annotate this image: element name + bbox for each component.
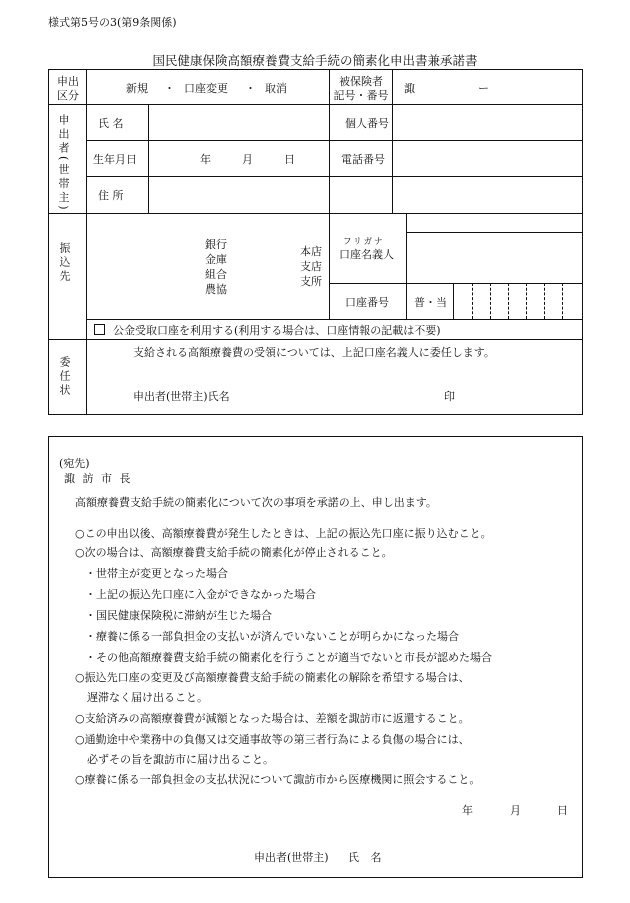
bank-type-bank[interactable]: 銀行 — [205, 238, 227, 251]
form-number: 様式第5号の3(第9条関係) — [48, 16, 177, 29]
consent-subitem: ・世帯主が変更となった場合 — [85, 567, 228, 580]
address-label: 住 所 — [98, 189, 124, 202]
consent-date-input[interactable] — [410, 798, 575, 822]
consent-item: ○療養に係る一部負担金の支払状況について諏訪市から医療機関に照会すること。 — [75, 773, 481, 786]
option-new[interactable]: 新規 — [126, 82, 148, 95]
delegation-applicant-label: 申出者(世帯主)氏名 — [133, 390, 230, 403]
consent-item: ○支給済みの高額療養費が減額となった場合は、差額を諏訪市に返還すること。 — [75, 712, 470, 725]
name-input[interactable] — [150, 106, 328, 139]
account-number-input[interactable] — [455, 285, 580, 318]
account-type-select[interactable]: 普・当 — [414, 296, 447, 309]
personal-number-input[interactable] — [394, 106, 580, 139]
insured-number-input-2[interactable] — [492, 76, 578, 98]
transfer-section-label: 振込先 — [58, 242, 71, 284]
consent-subitem: ・上記の振込先口座に入金ができなかった場合 — [85, 588, 316, 601]
application-type-label: 申出 区分 — [57, 75, 79, 102]
option-cancel[interactable]: 取消 — [265, 82, 287, 95]
branch-name-input[interactable] — [238, 216, 296, 316]
consent-subitem: ・その他高額療養費支給手続の簡素化を行うことが適当でないと市長が認めた場合 — [85, 651, 492, 664]
bank-type-shinkin[interactable]: 金庫 — [205, 253, 227, 266]
account-holder-label: 口座名義人 — [339, 248, 394, 261]
branch-type-main[interactable]: 本店 — [300, 245, 322, 258]
consent-item-continued: 必ずその旨を諏訪市に届け出ること。 — [87, 753, 274, 766]
bank-type-union[interactable]: 組合 — [205, 268, 227, 281]
signature-name-input[interactable] — [400, 845, 570, 869]
consent-item: ○この申出以後、高額療養費が発生したときは、上記の振込先口座に振り込むこと。 — [75, 527, 492, 540]
signature-label: 申出者(世帯主) — [254, 851, 329, 864]
phone-label: 電話番号 — [341, 153, 385, 166]
account-holder-furigana-input[interactable] — [409, 215, 580, 231]
signature-name-label: 氏 名 — [348, 851, 386, 864]
phone-input[interactable] — [394, 142, 580, 175]
delegation-section-label: 委任状 — [58, 356, 71, 398]
insured-dash: ー — [478, 82, 489, 95]
delegation-text: 支給される高額療養費の受領については、上記口座名義人に委任します。 — [133, 346, 495, 359]
insured-prefix: 諏 — [404, 82, 415, 95]
addressee-label: (宛先) — [59, 457, 90, 470]
branch-type-office[interactable]: 支所 — [300, 275, 322, 288]
personal-number-label: 個人番号 — [345, 117, 389, 130]
consent-subitem: ・療養に係る一部負担金の支払いが済んでいないことが明らかになった場合 — [85, 630, 459, 643]
bank-type-ja[interactable]: 農協 — [205, 283, 227, 296]
furigana-label: フリガナ — [343, 237, 385, 247]
consent-intro: 高額療養費支給手続の簡素化について次の事項を承諾の上、申し出ます。 — [75, 496, 437, 509]
address-input[interactable] — [150, 178, 580, 212]
consent-item: ○次の場合は、高額療養費支給手続の簡素化が停止されること。 — [75, 546, 393, 559]
bank-name-input[interactable] — [90, 216, 200, 316]
name-label: 氏 名 — [98, 117, 124, 130]
addressee: 諏 訪 市 長 — [64, 472, 133, 485]
branch-type-branch[interactable]: 支店 — [300, 260, 322, 273]
seal-mark: 印 — [444, 390, 455, 403]
birthdate-label: 生年月日 — [93, 153, 137, 166]
consent-item-continued: 遅滞なく届け出ること。 — [87, 691, 208, 704]
insured-number-label: 被保険者 記号・番号 — [333, 75, 389, 102]
consent-item: ○通勤途中や業務中の負傷又は交通事故等の第三者行為による負傷の場合には、 — [75, 733, 470, 746]
delegation-name-input[interactable] — [252, 384, 432, 408]
birthdate-input[interactable] — [150, 142, 328, 175]
public-account-text: 公金受取口座を利用する(利用する場合は、口座情報の記載は不要) — [113, 324, 441, 337]
consent-subitem: ・国民健康保険税に滞納が生じた場合 — [85, 609, 272, 622]
public-account-option[interactable] — [94, 324, 441, 336]
account-number-label: 口座番号 — [345, 296, 389, 309]
option-account-change[interactable]: 口座変更 — [184, 82, 228, 95]
consent-item: ○振込先口座の変更及び高額療養費支給手続の簡素化の解除を希望する場合は、 — [75, 671, 470, 684]
public-account-checkbox[interactable] — [94, 324, 105, 335]
insured-number-input-1[interactable] — [420, 76, 476, 98]
form-title: 国民健康保険高額療養費支給手続の簡素化申出書兼承諾書 — [152, 53, 478, 68]
applicant-section-label: 申出者(世帯主) — [57, 114, 70, 213]
account-holder-input[interactable] — [409, 234, 580, 282]
